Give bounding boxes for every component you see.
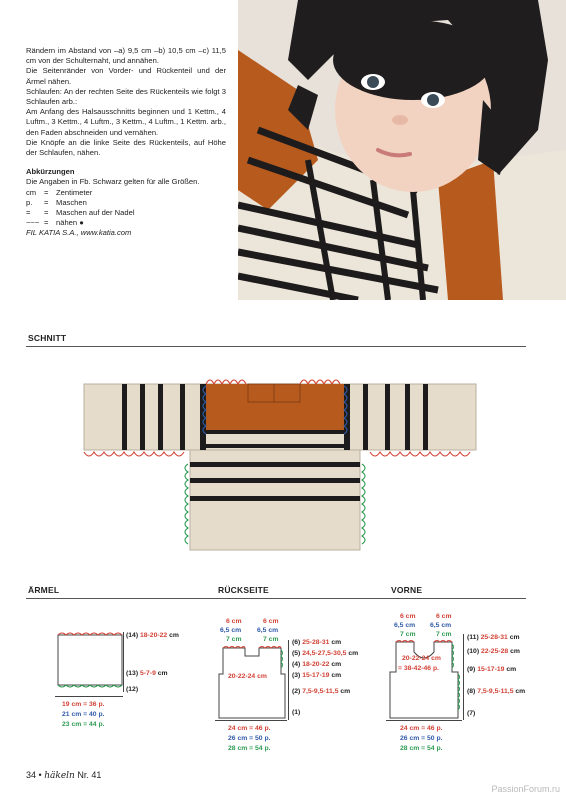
measure-line	[55, 696, 123, 697]
rueck-label-5: (5) 24,5-27,5-30,5 cm	[292, 650, 359, 657]
measure-line	[215, 720, 287, 721]
footer-bullet: •	[38, 770, 42, 780]
rueck-left-65: 6,5 cm	[220, 627, 242, 634]
abbr-row: = = Maschen auf der Nadel	[26, 208, 135, 218]
vorne-left-7: 7 cm	[400, 631, 416, 638]
paragraph: Die Seitenränder von Vorder- und Rückenteil und der Ärmel nähen.	[26, 66, 226, 86]
abbr-row: p. = Maschen	[26, 197, 87, 207]
aermel-label-12: (12)	[126, 686, 139, 693]
baby-photo	[238, 0, 566, 300]
paragraph: Am Anfang des Halsausschnitts beginnen und 1 Kettm., 4 Luftm., 3 Kettm., 4 Luftm., 3 Kettm., 4 Luftm., 1 Kettm. arb., den Faden abschneiden und vernähen.	[26, 107, 226, 137]
credit-line: FIL KATIA S.A., www.katia.com	[26, 228, 132, 238]
aermel-label-13: (13) 5-7-9 cm	[126, 670, 168, 677]
abbr-row: ~~~ = nähen ●	[26, 218, 84, 228]
measure-line	[288, 640, 289, 720]
rueck-width-2: 26 cm = 50 p.	[228, 735, 271, 742]
abbreviations-title: Abkürzungen	[26, 167, 75, 177]
vorne-label-7: (7)	[467, 710, 476, 717]
rueck-left-6: 6 cm	[226, 618, 242, 625]
section-title-aermel: ÄRMEL	[28, 585, 60, 595]
vorne-label-9: (9) 15-17-19 cm	[467, 666, 517, 673]
watermark: PassionForum.ru	[491, 784, 560, 794]
rueck-right-65: 6,5 cm	[257, 627, 279, 634]
rueck-inner-width: 20-22-24 cm	[228, 673, 267, 680]
measure-line	[123, 632, 130, 692]
rueck-width-3: 28 cm = 54 p.	[228, 745, 271, 752]
page-number: 34	[26, 770, 37, 780]
vorne-inner-stitches: = 38-42-46 p.	[398, 665, 439, 672]
paragraph: Rändern im Abstand von –a) 9,5 cm –b) 10,5 cm –c) 11,5 cm von der Schulternaht, und annähen.	[26, 46, 226, 66]
vorne-label-11: (11) 25-28-31 cm	[467, 634, 520, 641]
vorne-label-10: (10) 22-25-28 cm	[467, 648, 520, 655]
paragraph: Die Knöpfe an die linke Seite des Rückenteils, auf Höhe der Schlaufen, nähen.	[26, 137, 226, 158]
section-title-rueckseite: RÜCKSEITE	[218, 585, 269, 595]
vorne-inner-width: 20-22-24 cm	[402, 655, 441, 662]
vorne-width-2: 26 cm = 50 p.	[400, 735, 443, 742]
page-footer	[26, 770, 101, 781]
vorne-right-65: 6,5 cm	[430, 622, 452, 629]
aermel-label-14: (14) 18-20-22 cm	[126, 632, 179, 639]
rueck-left-7: 7 cm	[226, 636, 242, 643]
section-rule	[26, 346, 526, 347]
rueck-label-6: (6) 25-28-31 cm	[292, 639, 342, 646]
aermel-schematic	[55, 632, 127, 688]
issue-number: Nr. 41	[77, 770, 102, 780]
aermel-width-1: 19 cm = 36 p.	[62, 701, 105, 708]
abbreviations-note: Die Angaben in Fb. Schwarz gelten für alle Größen.	[26, 177, 200, 187]
rueck-label-1: (1)	[292, 709, 301, 716]
section-rule	[26, 598, 526, 599]
vorne-right-7: 7 cm	[436, 631, 452, 638]
instructions-text	[26, 46, 226, 239]
vorne-right-6: 6 cm	[436, 613, 452, 620]
rueck-schematic	[215, 644, 287, 720]
rueck-label-4: (4) 18-20-22 cm	[292, 661, 342, 668]
section-title-schnitt: SCHNITT	[28, 333, 67, 343]
rueck-width-1: 24 cm = 46 p.	[228, 725, 271, 732]
rueck-right-7: 7 cm	[263, 636, 279, 643]
rueck-right-6: 6 cm	[263, 618, 279, 625]
vorne-schematic	[386, 638, 462, 720]
paragraph: Schlaufen: An der rechten Seite des Rückenteils wie folgt 3 Schlaufen arb.:	[26, 86, 226, 107]
vorne-label-8: (8) 7,5-9,5-11,5 cm	[467, 688, 526, 695]
vorne-width-1: 24 cm = 46 p.	[400, 725, 443, 732]
vorne-width-3: 28 cm = 54 p.	[400, 745, 443, 752]
rueck-label-2: (2) 7,5-9,5-11,5 cm	[292, 688, 351, 695]
measure-line	[463, 634, 464, 720]
vorne-left-6: 6 cm	[400, 613, 416, 620]
aermel-width-2: 21 cm = 40 p.	[62, 711, 105, 718]
aermel-width-3: 23 cm = 44 p.	[62, 721, 105, 728]
vorne-left-65: 6,5 cm	[394, 622, 416, 629]
rueck-label-3: (3) 15-17-19 cm	[292, 672, 342, 679]
abbr-row: cm = Zentimeter	[26, 187, 93, 197]
schnitt-diagram	[80, 368, 480, 558]
measure-line	[386, 720, 462, 721]
magazine-name: häkeln	[44, 771, 75, 781]
section-title-vorne: VORNE	[391, 585, 423, 595]
